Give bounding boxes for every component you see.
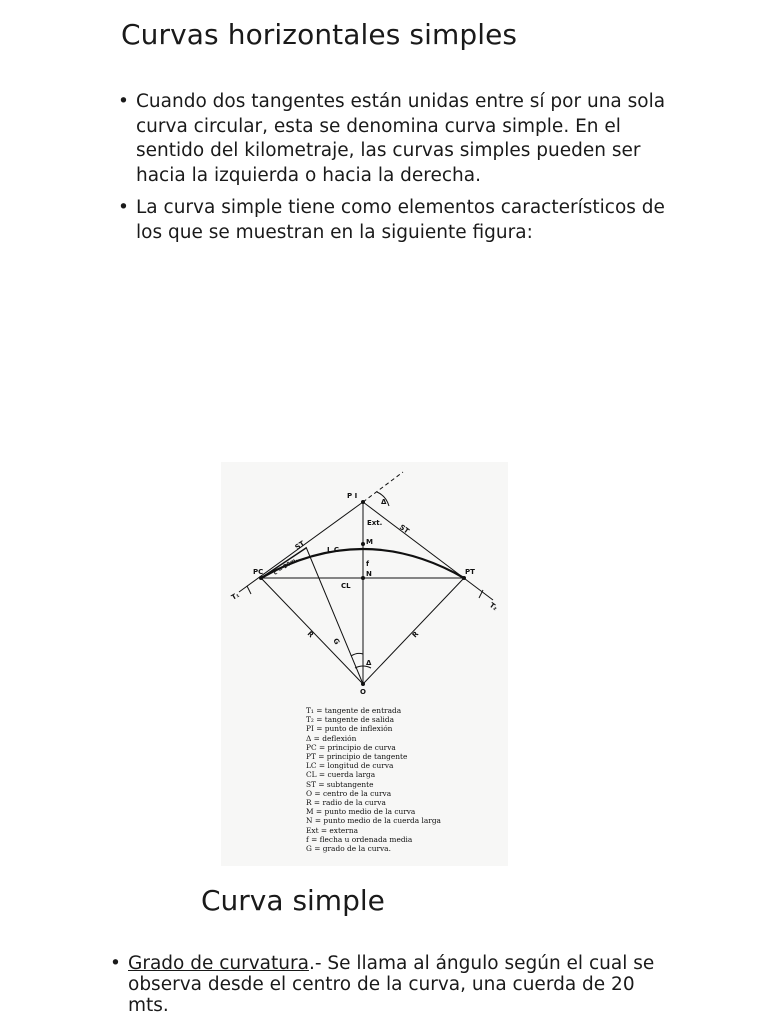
bullet-item: [118, 90, 678, 188]
label-n: N: [366, 570, 372, 578]
label-f: f: [366, 560, 370, 568]
legend-item: Ext = externa: [306, 825, 359, 835]
label-r-right: R: [410, 629, 421, 640]
slide-title: Curvas horizontales simples: [121, 18, 518, 51]
label-m: M: [366, 538, 373, 546]
legend-item: LC = longitud de curva: [306, 761, 394, 771]
legend-item: PT = principio de tangente: [306, 752, 408, 762]
label-g: G: [331, 637, 342, 646]
label-delta-center: Δ: [366, 659, 372, 667]
label-t2: T₂: [487, 601, 499, 613]
bullet-item: [118, 196, 678, 245]
bullet-glyph: •: [118, 91, 129, 112]
bullet-text: Cuando dos tangentes están unidas entre sí por una sola curva circular, esta se denomina curva simple. En el sentido del kilometraje, las curvas simples pueden ser hacia la izquierda o hacia la derecha.: [136, 91, 666, 186]
bullet-list: [118, 90, 678, 253]
bullet-glyph: •: [110, 953, 121, 974]
pc-tick: [247, 586, 251, 594]
label-st-right: ST: [397, 523, 411, 536]
label-r-left: R: [305, 629, 316, 640]
label-o: O: [360, 688, 366, 696]
label-chord: c = 20m.: [272, 556, 299, 577]
pi-point: [361, 500, 365, 504]
legend-item: PI = punto de inflexión: [306, 724, 393, 734]
label-st-left: ST: [293, 539, 307, 552]
diagram-legend: [306, 706, 441, 853]
chord-20m-line: [261, 548, 306, 578]
section-title: Curva simple: [201, 884, 385, 917]
definition-body: .- Se llama al ángulo según el cual se observa desde el centro de la curva, una cuerda de 20 mts.: [128, 953, 655, 1016]
legend-item: N = punto medio de la cuerda larga: [306, 816, 441, 826]
label-ext: Ext.: [367, 519, 383, 527]
label-t1: T₁: [230, 590, 241, 602]
label-pi: P I: [347, 492, 358, 500]
legend-item: CL = cuerda larga: [306, 770, 376, 780]
legend-item: T₁ = tangente de entrada: [306, 706, 402, 715]
legend-item: O = centro de la curva: [306, 788, 392, 798]
label-delta: Δ: [381, 498, 387, 506]
label-pc: PC: [253, 568, 264, 576]
legend-item: M = punto medio de la curva: [306, 807, 416, 817]
degree-radius-line: [306, 547, 363, 684]
definition-text: [110, 953, 670, 1016]
legend-item: PC = principio de curva: [306, 742, 396, 752]
legend-item: f = flecha u ordenada media: [306, 834, 413, 844]
m-point: [361, 542, 365, 546]
label-cl: CL: [341, 582, 351, 590]
label-lc: L C: [327, 546, 340, 554]
legend-item: R = radio de la curva: [306, 798, 386, 808]
pt-point: [462, 576, 466, 580]
o-point: [361, 682, 365, 686]
legend-item: T₂ = tangente de salida: [306, 715, 394, 725]
curve-diagram: [221, 462, 508, 866]
degree-angle-arc: [351, 653, 363, 656]
bullet-text: La curva simple tiene como elementos característicos de los que se muestran en la siguiente figura:: [136, 197, 665, 243]
definition-term: Grado de curvatura: [128, 953, 309, 974]
definition-bullet: [110, 953, 670, 1016]
label-pt: PT: [465, 568, 475, 576]
legend-item: ST = subtangente: [306, 779, 374, 789]
bullet-glyph: •: [118, 197, 129, 218]
n-point: [361, 576, 365, 580]
legend-item: Δ = deflexión: [306, 733, 357, 743]
pc-point: [259, 576, 263, 580]
legend-item: G = grado de la curva.: [306, 844, 391, 854]
